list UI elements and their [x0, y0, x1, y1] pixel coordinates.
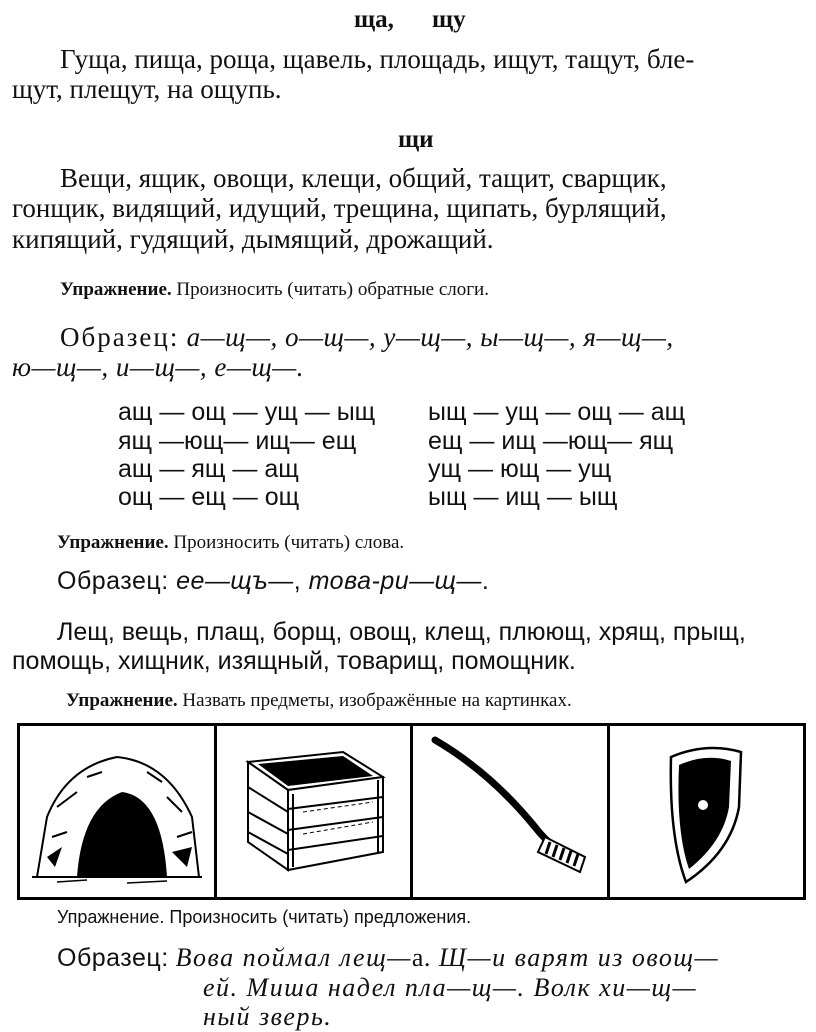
exercise-text: Произносить (читать) слова. — [173, 532, 405, 553]
picture-strip — [17, 723, 806, 900]
text-line: Гуща, пища, роща, щавель, площадь, ищут, тащут, бле- — [60, 44, 695, 74]
sample-line — [57, 943, 719, 973]
syllable-row: ащ — ящ — ащ — [118, 455, 299, 483]
sample-end: . — [481, 567, 490, 595]
sample-line — [12, 352, 304, 383]
sample-line — [203, 973, 697, 1003]
sample-syllables: а—щ—, о—щ—, у—щ—, ы—щ—, я—щ—, — [186, 322, 674, 352]
sentence: ей. Миша надел пла—щ—. Волк хи—щ— — [203, 973, 698, 1002]
sample-label: Образец: — [60, 322, 180, 352]
syllable-row: ещ — ищ —ющ— ящ — [428, 427, 674, 455]
exercise-instruction: Упражнение. Произносить (читать) предложения. — [57, 907, 472, 927]
brush-picture — [413, 726, 610, 897]
text-line: гонщик, видящий, идущий, трещина, щипать, бурлящий, — [12, 193, 667, 223]
shield-icon — [661, 737, 751, 887]
text-line: помощь, хищник, изящный, товарищ, помощник. — [12, 647, 576, 675]
syllable-row: ущ — ющ — ущ — [428, 455, 612, 483]
crate-picture — [217, 726, 414, 897]
syllable-row: ящ —ющ— ищ— ещ — [118, 427, 357, 455]
syllable-row: ащ — ощ — ущ — ыщ — [118, 398, 376, 426]
sample-line — [57, 567, 489, 596]
sentence: Щ—и варят из овощ— — [430, 943, 720, 972]
syllable-row: ыщ — ущ — ощ — ащ — [428, 398, 686, 426]
heading-shchi: щи — [398, 126, 434, 153]
brush-icon — [420, 732, 600, 892]
sentence-end: а. — [411, 943, 431, 972]
heading-shcha: ща, — [354, 6, 394, 33]
cave-icon — [27, 737, 207, 887]
text-line: Вещи, ящик, овощи, клещи, общий, тащит, сварщик, — [60, 163, 667, 193]
syllable-row: ыщ — ищ — ыщ — [428, 483, 618, 511]
sentence: Вова поймал лещ— — [175, 943, 412, 972]
cave-picture — [20, 726, 217, 897]
sample-separator: , — [293, 567, 309, 595]
exercise-label: Упражнение. — [60, 279, 172, 300]
exercise-instruction — [66, 690, 572, 712]
sentence: ный зверь. — [203, 1002, 333, 1031]
text-line: щут, плещут, на ощупь. — [12, 74, 282, 104]
exercise-text: Назвать предметы, изображённые на картинках. — [182, 690, 572, 711]
sample-line — [60, 322, 674, 353]
text-line: Лещ, вещь, плащ, борщ, овощ, клещ, плюющ, хрящ, прыщ, — [57, 618, 746, 646]
exercise-instruction — [60, 279, 489, 301]
exercise-label: Упражнение. — [66, 690, 178, 711]
heading-shchu: щу — [432, 6, 466, 33]
sample-line — [203, 1002, 332, 1032]
shield-picture — [610, 726, 804, 897]
sample-syllables: ю—щ—, и—щ—, е—щ—. — [12, 352, 304, 382]
sample-word: ее—щъ— — [176, 567, 294, 595]
text-line: кипящий, гудящий, дымящий, дрожащий. — [12, 224, 494, 254]
syllable-row: ощ — ещ — ощ — [118, 483, 300, 511]
exercise-label: Упражнение. — [57, 532, 169, 553]
sample-label: Образец: — [57, 567, 169, 595]
exercise-text: Произносить (читать) обратные слоги. — [176, 279, 489, 300]
sample-word: това-ри—щ— — [308, 567, 482, 595]
crate-icon — [233, 742, 393, 882]
exercise-instruction — [57, 532, 404, 554]
sample-label: Образец: — [57, 944, 169, 972]
